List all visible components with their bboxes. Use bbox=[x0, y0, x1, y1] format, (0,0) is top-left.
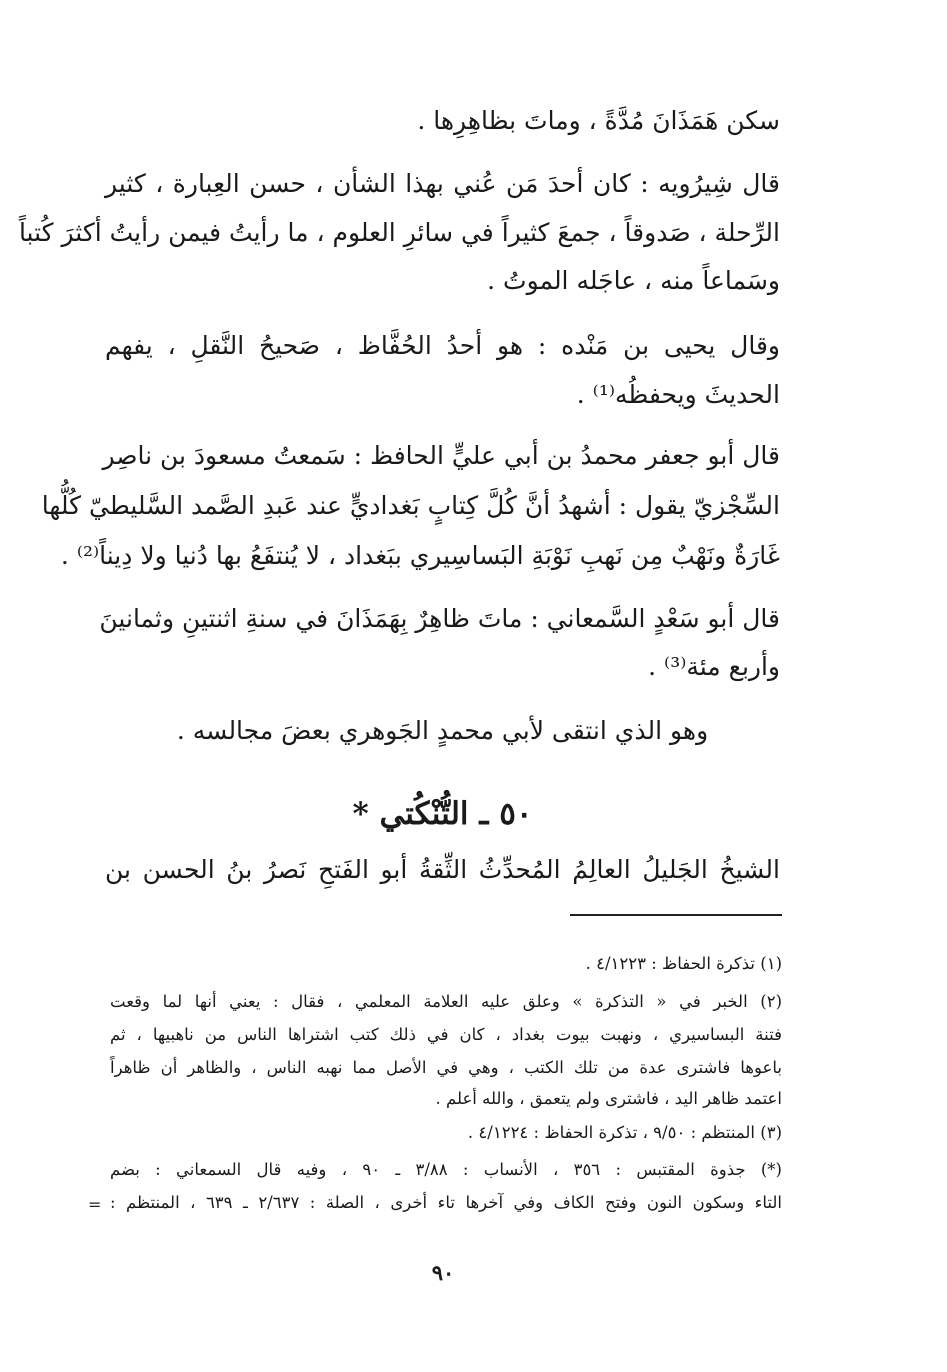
body-line-10: قال أبو سَعْدٍ السَّمعاني : ماتَ ظاهِرٌ بِهَمَذَانَ في سنةِ اثنتينِ وثمانينَ bbox=[99, 604, 780, 633]
body-line-9: غَارَةٌ ونَهْبٌ مِن نَهبِ نَوْبَةِ البَساسِيري ببَغداد ، لا يُنتفَعُ بها دُنيا ولا دِيناً⁽²⁾ . bbox=[60, 541, 780, 570]
footnote-line-5: اعتمد ظاهر اليد ، فاشترى ولم يتعمق ، والله أعلم . bbox=[435, 1089, 782, 1108]
footnote-separator bbox=[570, 914, 782, 916]
body-line-12: وهو الذي انتقى لأبي محمدٍ الجَوهري بعضَ مجالسه . bbox=[176, 716, 709, 745]
section-heading: ٥٠ ـ التُّنْكُتي * bbox=[352, 796, 533, 832]
body-line-6: الحديثَ ويحفظُه⁽¹⁾ . bbox=[576, 380, 780, 409]
footnote-line-8: التاء وسكون النون وفتح الكاف وفي آخرها تاء أخرى ، الصلة : ٢/٦٣٧ ـ ٦٣٩ ، المنتظم : bbox=[110, 1193, 783, 1212]
continuation-mark: = bbox=[88, 1195, 102, 1214]
page-number: ٩٠ bbox=[431, 1260, 455, 1285]
body-line-1: سكن هَمَذَانَ مُدَّةً ، وماتَ بظاهِرِها . bbox=[417, 106, 780, 135]
footnote-line-4: باعوها فاشترى عدة من تلك الكتب ، وهي في الأصل مما نهبه الناس ، والظاهر أن ظاهراً bbox=[110, 1058, 782, 1077]
footnote-line-6: (٣) المنتظم : ٩/٥٠ ، تذكرة الحفاظ : ٤/١٢٢٤ . bbox=[467, 1123, 782, 1142]
body-line-8: السِّجْزيّ يقول : أشهدُ أنَّ كُلَّ كِتابٍ بَغداديٍّ عند عَبدِ الصَّمد السَّليطيّ كُلُّها bbox=[41, 491, 780, 520]
body-line-2: قال شِيرُويه : كان أحدَ مَن عُني بهذا الشأن ، حسن العِبارة ، كثير bbox=[105, 169, 780, 198]
footnote-line-1: (١) تذكرة الحفاظ : ٤/١٢٢٣ . bbox=[585, 954, 782, 973]
footnote-line-2: (٢) الخبر في « التذكرة » وعلق عليه العلامة المعلمي ، فقال : يعني أنها لما وقعت bbox=[110, 992, 782, 1011]
body-line-3: الرِّحلة ، صَدوقاً ، جمعَ كثيراً في سائرِ العلوم ، ما رأيتُ فيمن رأيتُ أكثرَ كُتباً bbox=[18, 218, 780, 247]
body-line-7: قال أبو جعفر محمدُ بن أبي عليٍّ الحافظ : سَمعتُ مسعودَ بن ناصِر bbox=[102, 441, 780, 470]
body-line-5: وقال يحيى بن مَنْده : هو أحدُ الحُفَّاظ ، صَحيحُ النَّقلِ ، يفهم bbox=[105, 331, 780, 360]
intro-line: الشيخُ الجَليلُ العالِمُ المُحدِّثُ الثِّقةُ أبو الفَتحِ نَصرُ بنُ الحسن بن bbox=[105, 855, 780, 884]
footnote-line-3: فتنة البساسيري ، ونهبت بيوت بغداد ، كان في ذلك كتب اشتراها الناس من ناهبيها ، ثم bbox=[110, 1025, 782, 1044]
body-line-4: وسَماعاً منه ، عاجَله الموتُ . bbox=[487, 266, 780, 295]
body-line-11: وأربع مئة⁽³⁾ . bbox=[648, 652, 780, 681]
footnote-line-7: (*) جذوة المقتبس : ٣٥٦ ، الأنساب : ٣/٨٨ ـ ٩٠ ، وفيه قال السمعاني : بضم bbox=[110, 1160, 782, 1179]
